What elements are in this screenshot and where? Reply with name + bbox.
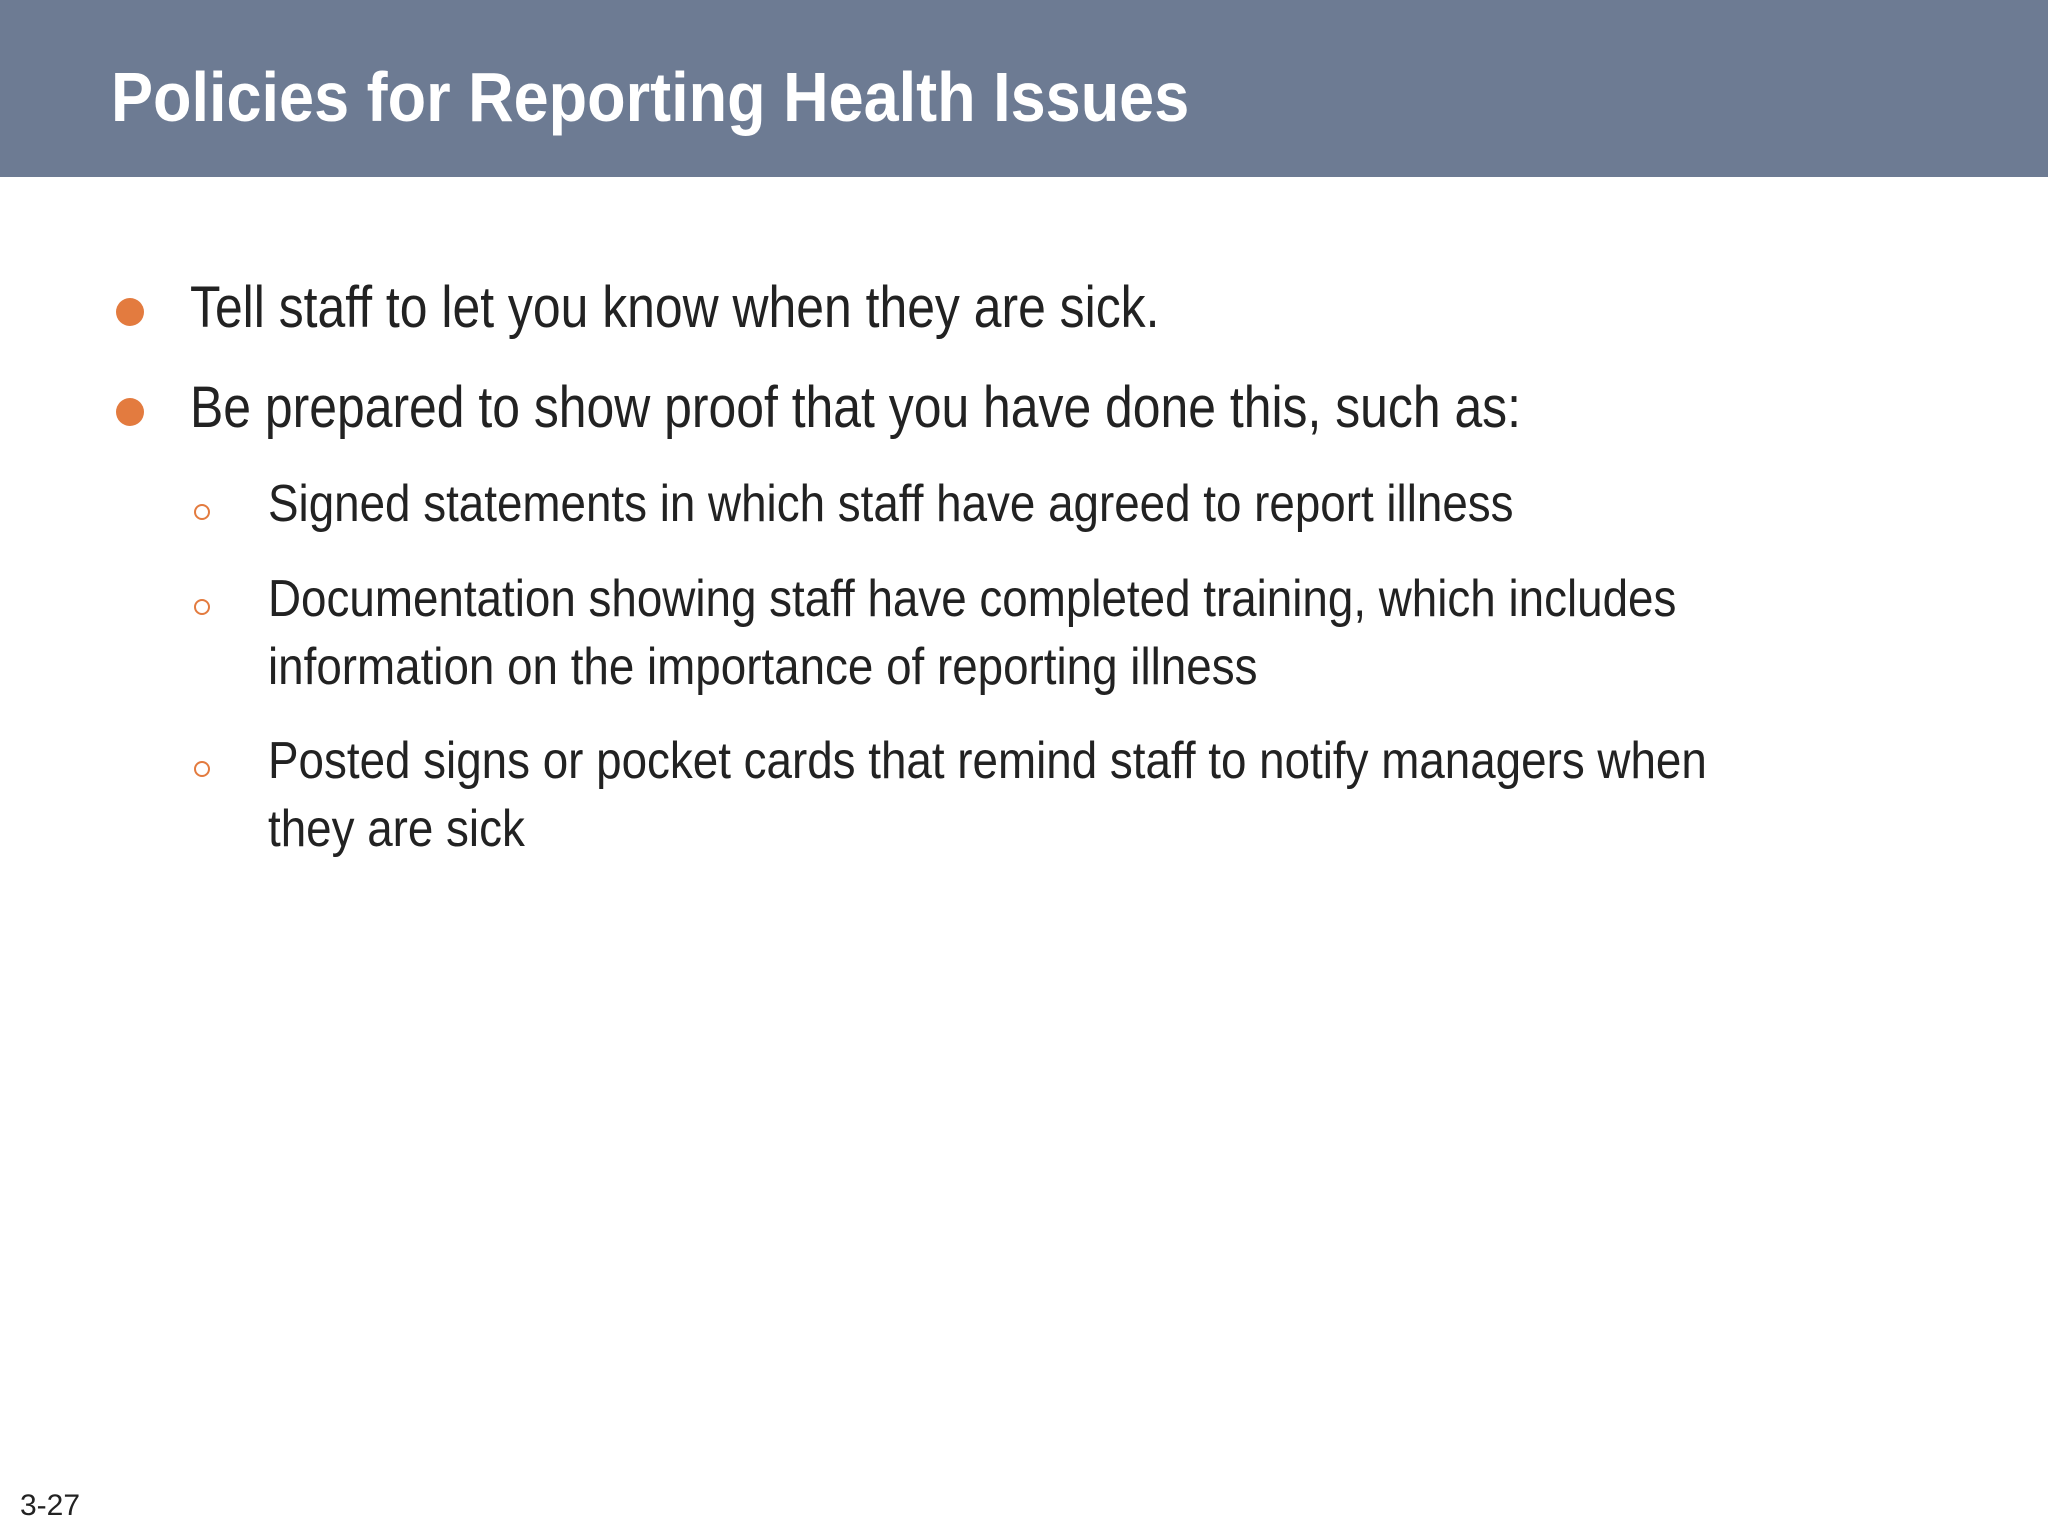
slide-title: Policies for Reporting Health Issues [111, 58, 1190, 136]
hollow-circle-bullet-icon [194, 761, 210, 777]
hollow-circle-bullet-icon [194, 504, 210, 520]
title-bar [0, 0, 2048, 177]
bullet-text: Be prepared to show proof that you have done this, such as: [190, 375, 1521, 440]
sub-bullet-text: Documentation showing staff have completed training, which includes information on the importance of reporting illness [268, 570, 1677, 696]
filled-circle-bullet-icon [116, 398, 144, 426]
sub-bullet-text: Posted signs or pocket cards that remind staff to notify managers when they are sick [268, 732, 1707, 858]
sub-bullet-text: Signed statements in which staff have agreed to report illness [268, 475, 1514, 533]
filled-circle-bullet-icon [116, 298, 144, 326]
hollow-circle-bullet-icon [194, 599, 210, 615]
bullet-text: Tell staff to let you know when they are sick. [190, 275, 1160, 340]
slide-number: 3-27 [20, 1489, 81, 1522]
